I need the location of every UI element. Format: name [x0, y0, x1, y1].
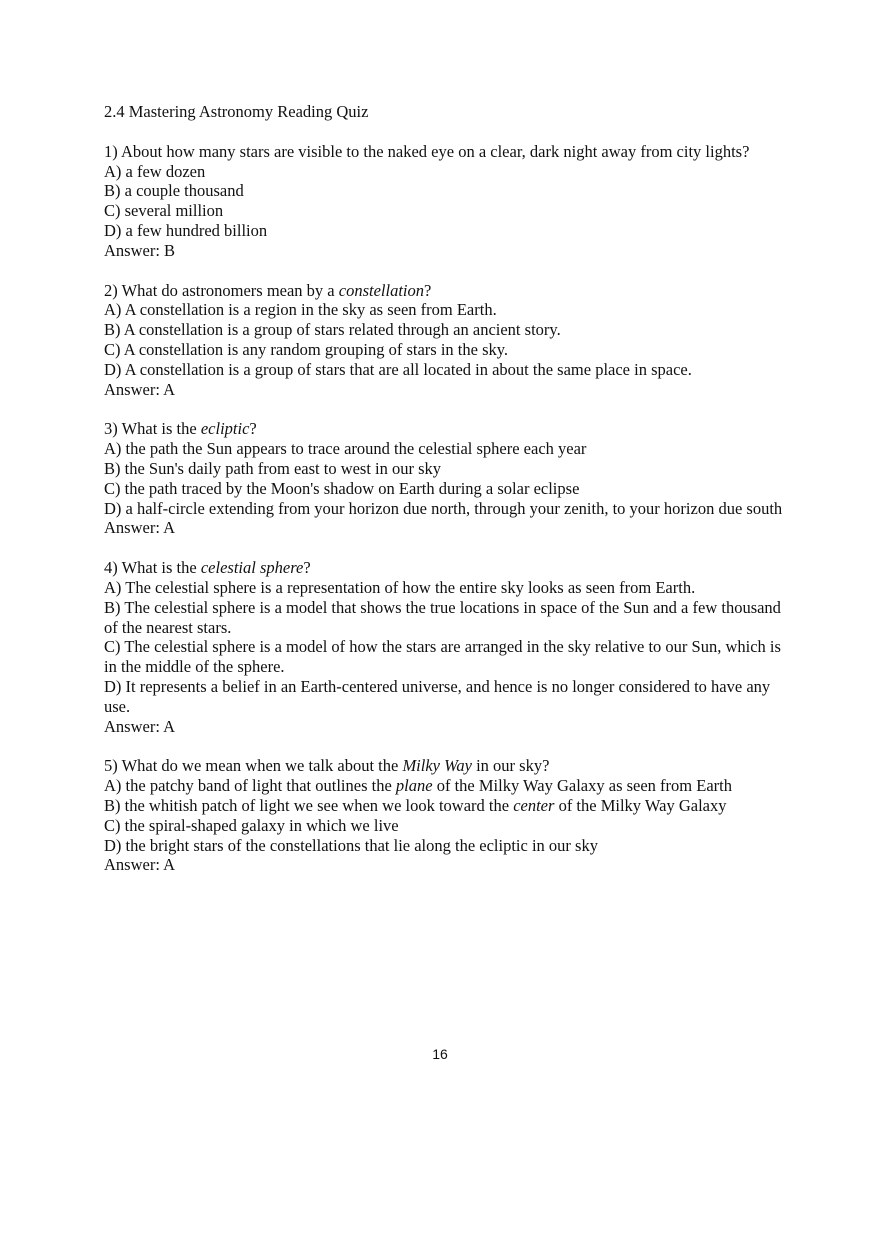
option-emphasis: plane: [395, 776, 433, 796]
question-stem-text: 1) About how many stars are visible to the naked eye on a clear, dark night away from city lights?: [104, 141, 750, 161]
question-3: [104, 419, 784, 538]
question-stem-term: Milky Way: [402, 756, 472, 776]
option-emphasis: center: [513, 795, 555, 815]
answer-option-c: C) several million: [104, 201, 224, 221]
answer-option-c: C) The celestial sphere is a model of how the stars are arranged in the sky relative to our Sun, which is in the middle of the sphere.: [104, 637, 781, 677]
answer-option-d: D) A constellation is a group of stars that are all located in about the same place in space.: [104, 359, 692, 379]
question-stem-term: celestial sphere: [200, 558, 304, 578]
question-stem: [104, 756, 784, 776]
question-stem-text: 5) What do we mean when we talk about the: [104, 756, 403, 776]
question-stem-text: 4) What is the: [104, 558, 201, 578]
answer-option-c: C) the path traced by the Moon's shadow on Earth during a solar eclipse: [104, 478, 580, 498]
question-stem-text: 2) What do astronomers mean by a: [104, 280, 339, 300]
question-stem: [104, 558, 784, 578]
answer-option-b: [104, 796, 784, 816]
question-stem: [104, 281, 784, 301]
correct-answer: Answer: A: [104, 855, 176, 875]
question-stem: [104, 419, 784, 439]
question-stem-term: constellation: [338, 280, 425, 300]
question-4: [104, 558, 784, 736]
page-number: 16: [432, 1046, 448, 1062]
option-text: A) the patchy band of light that outlines the: [104, 776, 396, 796]
question-5: [104, 756, 784, 875]
answer-option-d: D) a few hundred billion: [104, 220, 268, 240]
answer-option-a: A) a few dozen: [104, 161, 206, 181]
answer-option-d: D) It represents a belief in an Earth-centered universe, and hence is no longer considered to have any use.: [104, 676, 771, 716]
answer-option-b: B) A constellation is a group of stars related through an ancient story.: [104, 320, 561, 340]
answer-option-a: A) The celestial sphere is a representation of how the entire sky looks as seen from Earth.: [104, 577, 696, 597]
option-text: B) the whitish patch of light we see when we look toward the: [104, 795, 514, 815]
correct-answer: Answer: A: [104, 379, 176, 399]
quiz-page: [104, 102, 784, 895]
correct-answer: Answer: A: [104, 518, 176, 538]
option-text: C) the spiral-shaped galaxy in which we live: [104, 815, 399, 835]
answer-option-c: C) A constellation is any random grouping of stars in the sky.: [104, 339, 509, 359]
answer-option-b: B) the Sun's daily path from east to west in our sky: [104, 458, 442, 478]
answer-option-c: [104, 816, 784, 836]
correct-answer: Answer: B: [104, 240, 176, 260]
answer-option-d: [104, 836, 784, 856]
option-text: D) the bright stars of the constellations that lie along the ecliptic in our sky: [104, 835, 598, 855]
answer-option-d: D) a half-circle extending from your horizon due north, through your zenith, to your horizon due south: [104, 498, 783, 518]
answer-option-b: B) a couple thousand: [104, 181, 244, 201]
question-stem-end: in our sky?: [471, 756, 550, 776]
answer-option-a: A) the path the Sun appears to trace around the celestial sphere each year: [104, 439, 587, 459]
question-stem-end: ?: [424, 280, 432, 300]
question-stem-text: 3) What is the: [104, 419, 201, 439]
option-text-end: of the Milky Way Galaxy as seen from Earth: [432, 776, 732, 796]
answer-option-a: [104, 776, 784, 796]
question-2: [104, 281, 784, 400]
quiz-title: 2.4 Mastering Astronomy Reading Quiz: [104, 102, 369, 121]
question-stem-term: ecliptic: [200, 419, 250, 439]
answer-option-a: A) A constellation is a region in the sky as seen from Earth.: [104, 300, 497, 320]
answer-option-b: B) The celestial sphere is a model that shows the true locations in space of the Sun and a few thousand of the nearest stars.: [104, 597, 781, 637]
question-stem-end: ?: [249, 419, 257, 439]
correct-answer: Answer: A: [104, 716, 176, 736]
question-1: [104, 142, 784, 261]
option-text-end: of the Milky Way Galaxy: [554, 795, 727, 815]
question-stem-end: ?: [303, 558, 311, 578]
question-stem: [104, 142, 784, 162]
